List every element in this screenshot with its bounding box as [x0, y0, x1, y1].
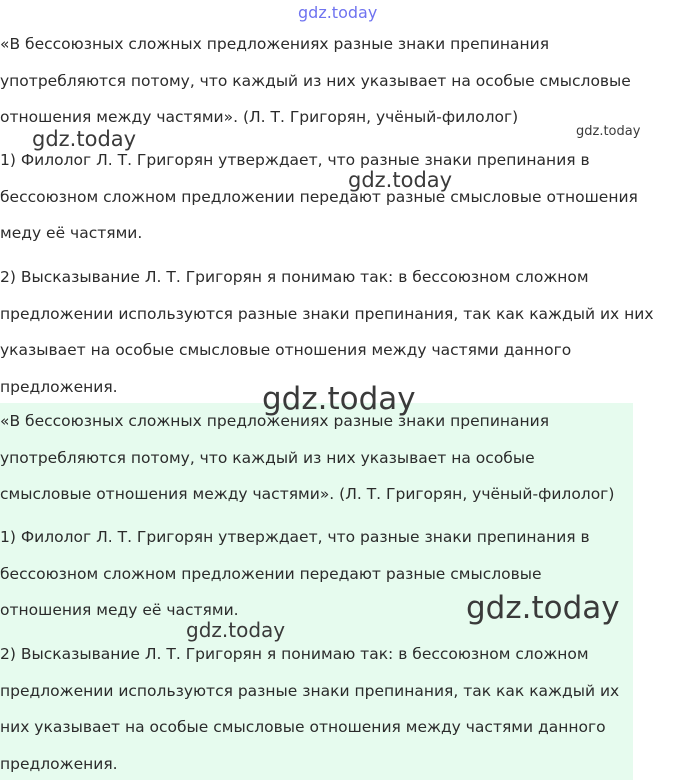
- watermark-text: gdz.today: [466, 590, 620, 626]
- watermark-text: gdz.today: [348, 168, 453, 192]
- answer-paragraph-1-highlighted: 1) Филолог Л. Т. Григорян утверждает, что разные знаки препинания в бессоюзном сложном предложении передают разные смысловые отношения меду её частями.: [0, 528, 590, 619]
- answer-paragraph-2: 2) Высказывание Л. Т. Григорян я понимаю так: в бессоюзном сложном предложении используются разные знаки препинания, так как каждый их них указывает на особые смысловые отношения между частями данного предложения.: [0, 268, 654, 396]
- quote-text: «В бессоюзных сложных предложениях разные знаки препинания употребляются потому, что каждый из них указывает на особые смысловые отношения между частями». (Л. Т. Григорян, учёный-филолог): [0, 35, 631, 126]
- quote-text-highlighted: «В бессоюзных сложных предложениях разные знаки препинания употребляются потому, что каждый из них указывает на особые смысловые отношения между частями». (Л. Т. Григорян, учёный-филолог): [0, 412, 615, 503]
- watermark-text: gdz.today: [32, 127, 137, 151]
- answer-paragraph-1: 1) Филолог Л. Т. Григорян утверждает, что разные знаки препинания в бессоюзном сложном предложении передают разные смысловые отношения меду её частями.: [0, 151, 638, 242]
- watermark-logo: gdz.today: [298, 3, 378, 22]
- answer-paragraph-2-highlighted: 2) Высказывание Л. Т. Григорян я понимаю так: в бессоюзном сложном предложении используются разные знаки препинания, так как каждый их них указывает на особые смысловые отношения между частями данного предложения.: [0, 645, 620, 773]
- watermark-text: gdz.today: [262, 381, 416, 417]
- watermark-text: gdz.today: [576, 124, 641, 139]
- watermark-text: gdz.today: [186, 618, 286, 642]
